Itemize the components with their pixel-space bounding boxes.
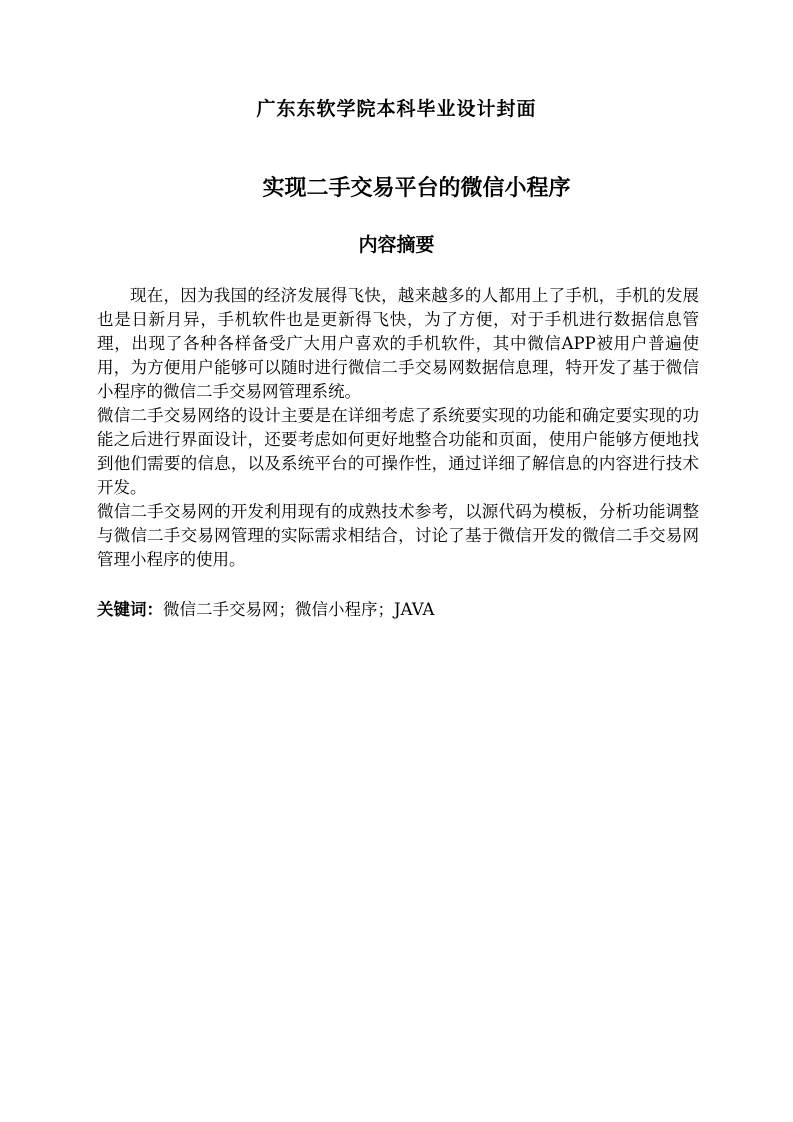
abstract-body: [97, 284, 699, 572]
abstract-paragraph-2: 微信二手交易网络的设计主要是在详细考虑了系统要实现的功能和确定要实现的功能之后进行界面设计，还要考虑如何更好地整合功能和页面，使用户能够方便地找到他们需要的信息，以及系统平台的可操作性，通过详细了解信息的内容进行技术开发。: [97, 406, 699, 497]
abstract-paragraph-3: 微信二手交易网的开发利用现有的成熟技术参考，以源代码为模板，分析功能调整与微信二手交易网管理的实际需求相结合，讨论了基于微信开发的微信二手交易网管理小程序的使用。: [97, 502, 699, 569]
thesis-title: 实现二手交易平台的微信小程序: [262, 176, 571, 201]
keywords-line: [97, 598, 699, 622]
keywords-label: 关键词：: [97, 600, 163, 619]
cover-title: 广东东软学院本科毕业设计封面: [256, 98, 537, 120]
abstract-heading: 内容摘要: [358, 234, 435, 256]
keywords-value: 微信二手交易网；微信小程序；JAVA: [163, 600, 435, 619]
abstract-paragraph-1: 现在，因为我国的经济发展得飞快，越来越多的人都用上了手机，手机的发展也是日新月异，手机软件也是更新得飞快，为了方便，对于手机进行数据信息管理，出现了各种各样备受广大用户喜欢的手机软件，其中微信APP被用户普遍使用，为方便用户能够可以随时进行微信二手交易网数据信息理，特开发了基于微信小程序的微信二手交易网管理系统。: [97, 286, 699, 401]
